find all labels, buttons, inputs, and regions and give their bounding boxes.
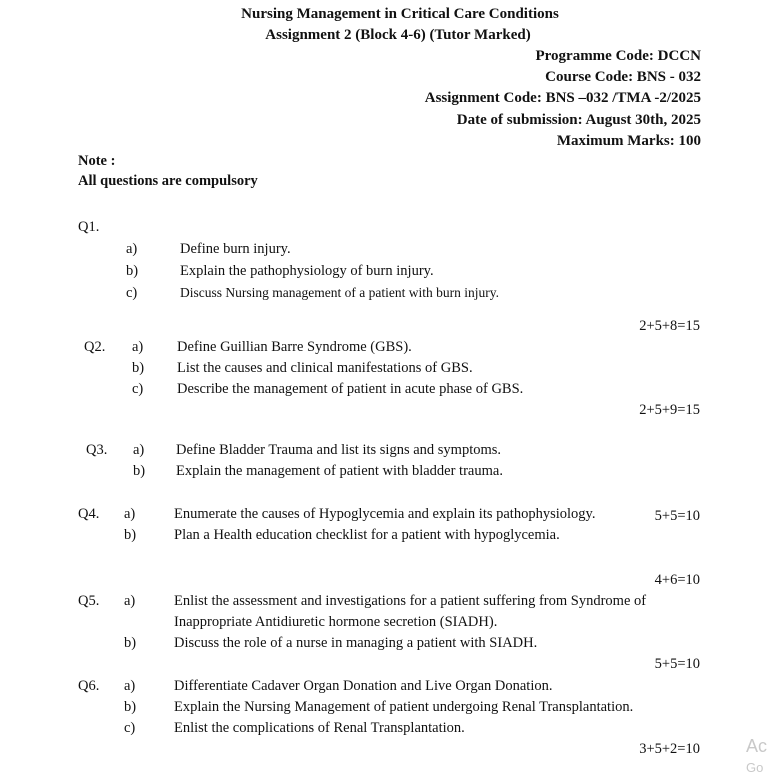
question-text: Explain the Nursing Management of patient undergoing Renal Transplantation. [174, 699, 634, 715]
question-number: Q5. [78, 593, 100, 609]
part-label: b) [133, 463, 146, 479]
question-text: Define burn injury. [180, 241, 291, 257]
part-label: c) [126, 285, 138, 301]
question-text: Plan a Health education checklist for a patient with hypoglycemia. [174, 527, 560, 543]
part-label: c) [132, 381, 144, 397]
question-text: Explain the management of patient with bladder trauma. [176, 463, 503, 479]
note-text: All questions are compulsory [78, 173, 258, 189]
part-label: a) [124, 678, 136, 694]
part-label: c) [124, 720, 136, 736]
question-marks: 5+5=10 [654, 508, 700, 524]
question-text: Enumerate the causes of Hypoglycemia and explain its pathophysiology. [174, 506, 596, 522]
note-heading: Note : [78, 153, 116, 169]
question-text: Enlist the assessment and investigations for a patient suffering from Syndrome of [174, 593, 647, 609]
question-marks: 2+5+9=15 [639, 402, 700, 418]
question-marks: 5+5=10 [654, 656, 700, 672]
question-number: Q4. [78, 506, 100, 522]
question-text: List the causes and clinical manifestations of GBS. [177, 360, 473, 376]
part-label: a) [133, 442, 145, 458]
question-marks: 2+5+8=15 [639, 318, 700, 334]
document-title: Nursing Management in Critical Care Conditions [241, 6, 559, 22]
watermark-line1: Ac [746, 736, 768, 756]
question-marks: 4+6=10 [654, 572, 700, 588]
question-number: Q2. [84, 339, 106, 355]
question-text: Define Guillian Barre Syndrome (GBS). [177, 339, 412, 355]
question-number: Q3. [86, 442, 108, 458]
question-text: Discuss Nursing management of a patient with burn injury. [180, 285, 499, 300]
maximum-marks: Maximum Marks: 100 [556, 133, 701, 149]
submission-date: Date of submission: August 30th, 2025 [456, 112, 701, 128]
part-label: b) [124, 699, 137, 715]
part-label: b) [126, 263, 139, 279]
question-text: Discuss the role of a nurse in managing a patient with SIADH. [174, 635, 538, 651]
question-text: Describe the management of patient in acute phase of GBS. [177, 381, 524, 397]
part-label: b) [124, 635, 137, 651]
question-text: Enlist the complications of Renal Transplantation. [174, 720, 465, 736]
part-label: a) [132, 339, 144, 355]
question-text: Define Bladder Trauma and list its signs and symptoms. [176, 442, 502, 458]
question-marks: 3+5+2=10 [639, 741, 700, 757]
part-label: a) [126, 241, 138, 257]
part-label: a) [124, 506, 136, 522]
programme-code: Programme Code: DCCN [535, 48, 701, 64]
question-text: Explain the pathophysiology of burn injury. [180, 263, 434, 279]
part-label: a) [124, 593, 136, 609]
part-label: b) [124, 527, 137, 543]
watermark-line2: Go [746, 760, 764, 775]
question-number: Q6. [78, 678, 100, 694]
question-text: Inappropriate Antidiuretic hormone secretion (SIADH). [174, 614, 498, 630]
assignment-subtitle: Assignment 2 (Block 4-6) (Tutor Marked) [265, 27, 531, 43]
question-text: Differentiate Cadaver Organ Donation and Live Organ Donation. [174, 678, 553, 694]
question-number: Q1. [78, 219, 100, 235]
assignment-code: Assignment Code: BNS –032 /TMA -2/2025 [424, 90, 701, 106]
part-label: b) [132, 360, 145, 376]
course-code: Course Code: BNS - 032 [545, 69, 701, 85]
